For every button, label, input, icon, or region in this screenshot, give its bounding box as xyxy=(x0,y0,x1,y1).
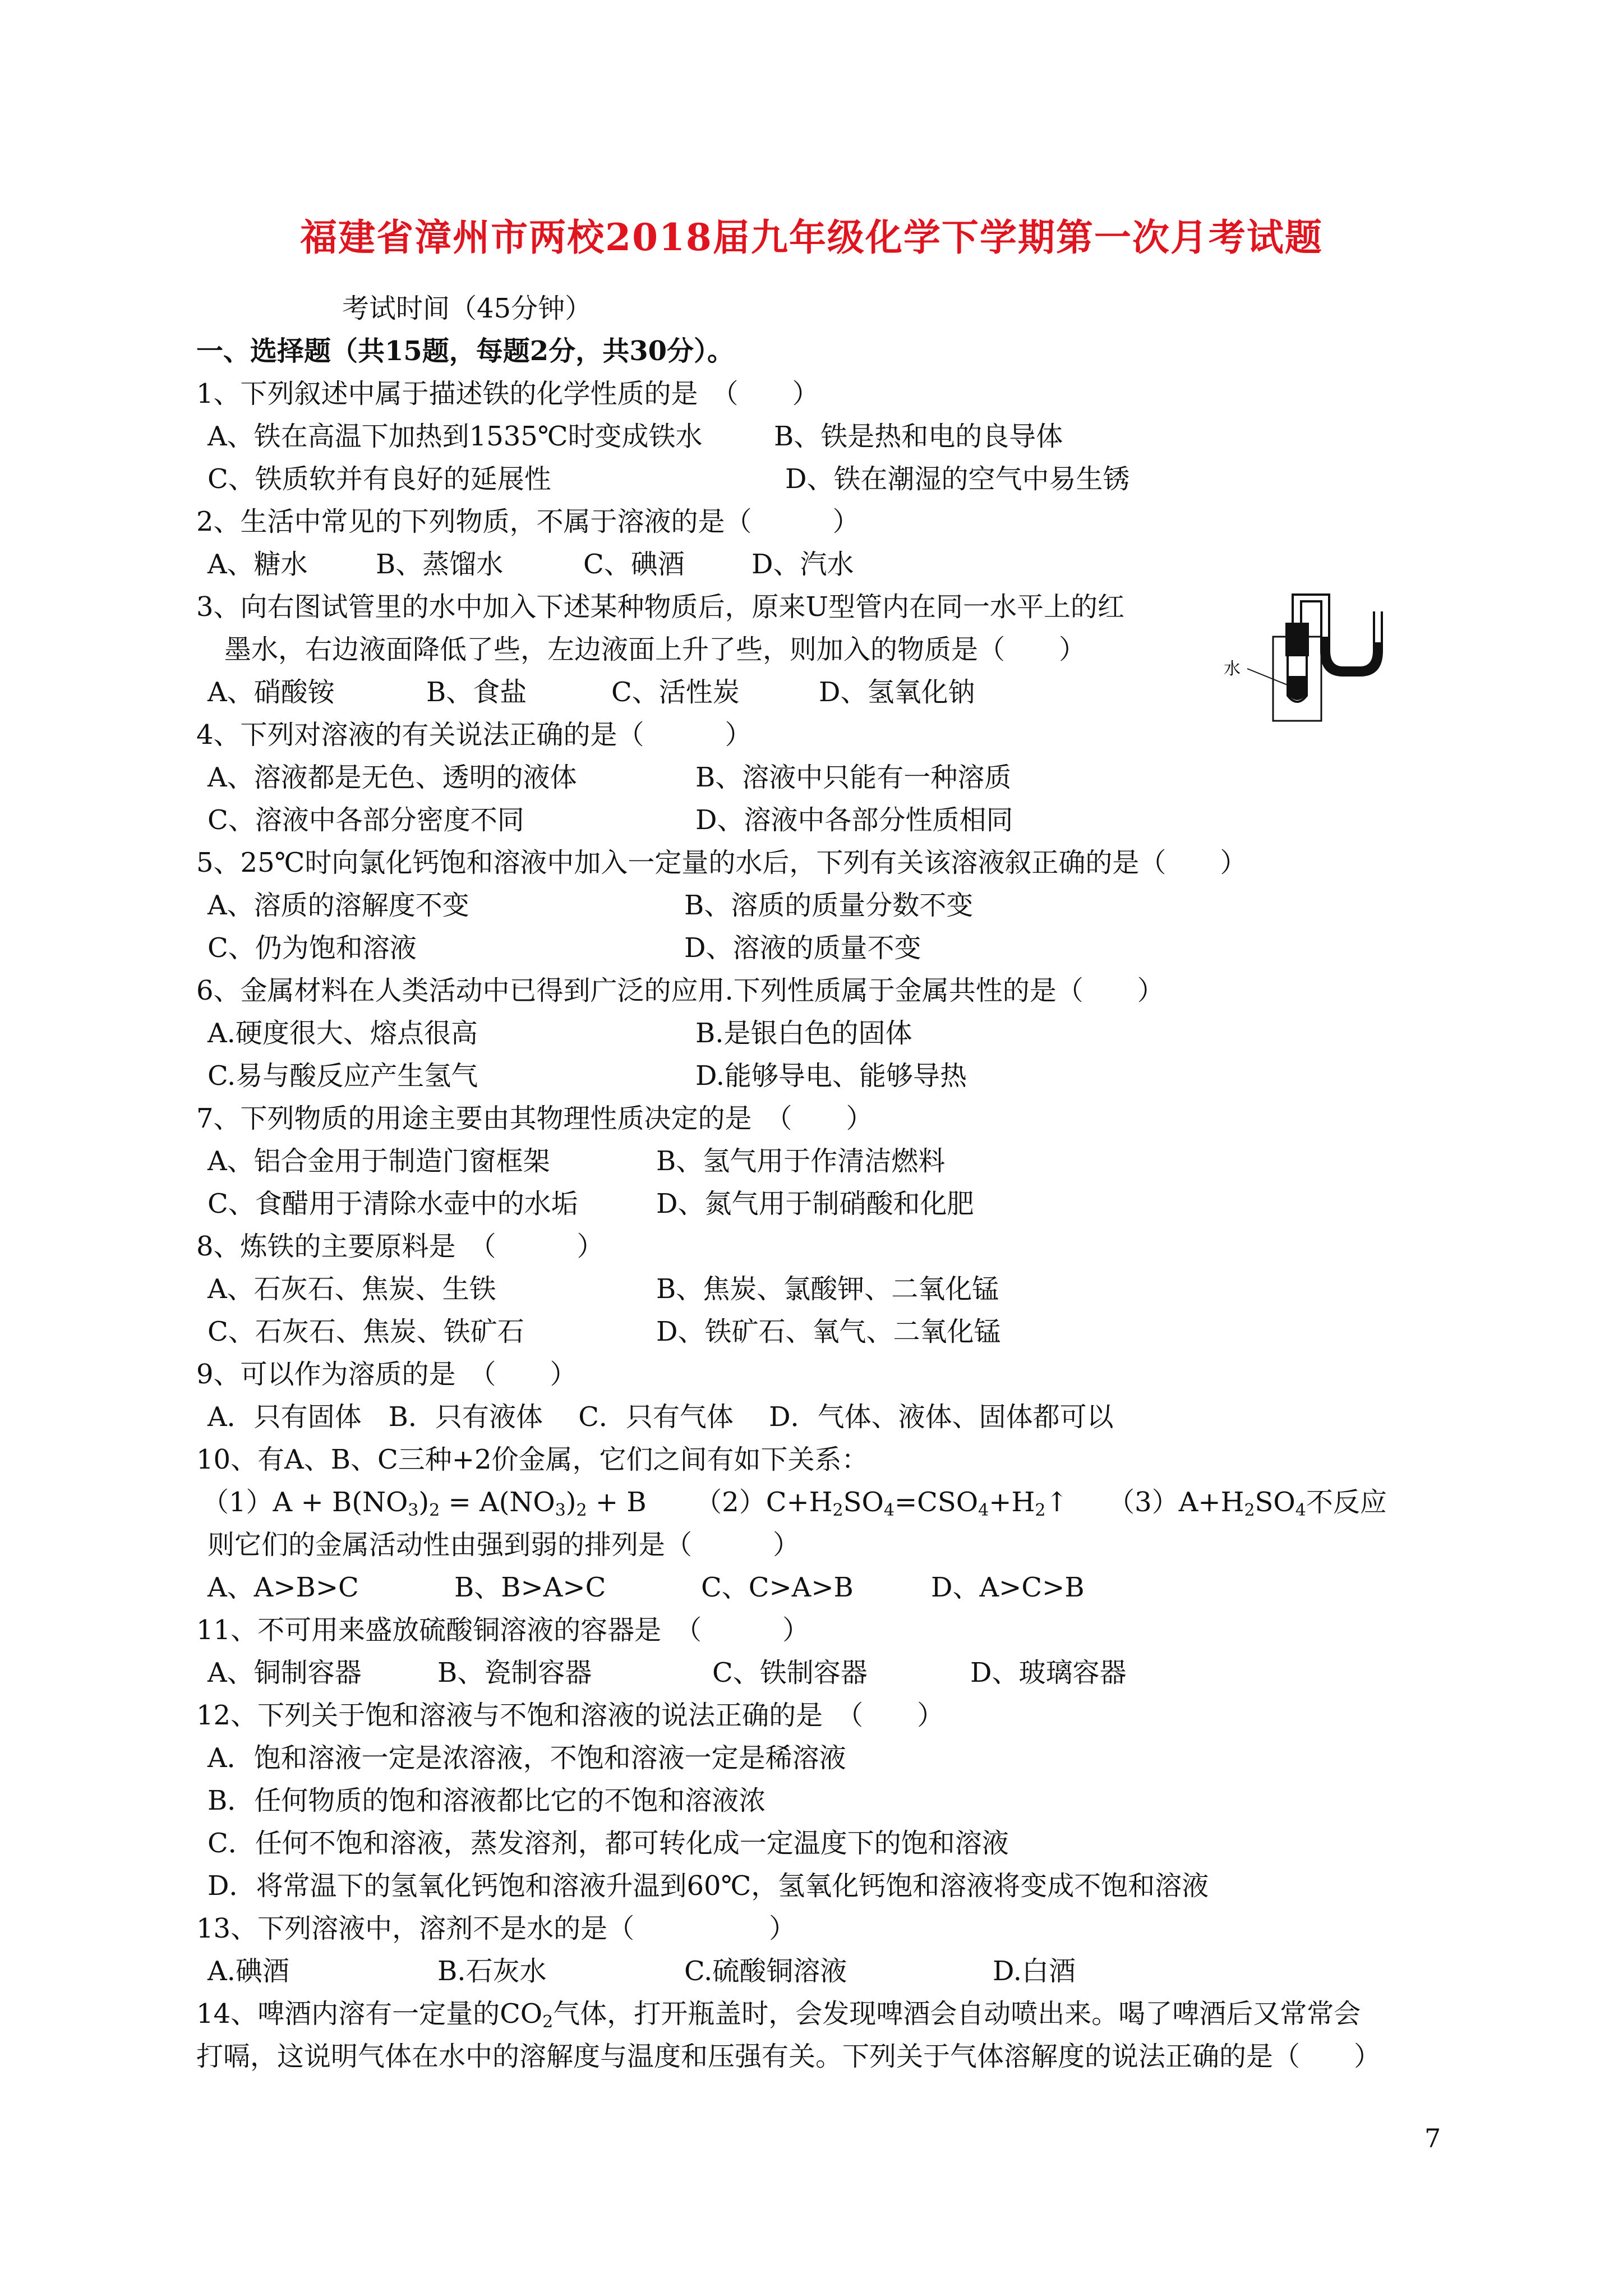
question-10-reactions xyxy=(202,1485,1387,1519)
water-pointer-line xyxy=(1247,669,1289,685)
question-10-option-c: C、C>A>B xyxy=(701,1572,854,1603)
question-3-option-b: B、食盐 xyxy=(426,677,527,708)
question-4-option-d: D、溶液中各部分性质相同 xyxy=(695,804,1013,836)
section-heading: 一、选择题（共15题，每题2分，共30分）。 xyxy=(196,335,734,367)
question-3-stem-line2: 墨水，右边液面降低了些，左边液面上升了些，则加入的物质是（ ） xyxy=(224,634,1086,665)
question-13-option-d: D.白酒 xyxy=(993,1955,1076,1987)
stopper xyxy=(1285,623,1309,656)
question-14-stem-line1: 14、啤酒内溶有一定量的$CO_2$气体，打开瓶盖时，会发现啤酒会自动喷出来。喝了啤酒后又常常会 xyxy=(196,1998,1361,2032)
question-1-option-b: B、铁是热和电的良导体 xyxy=(774,421,1063,452)
u-tube-apparatus-figure xyxy=(1223,583,1408,724)
reaction-1: $(1)A + B(NO_3)_2 = A(NO_3)_2 + B$ xyxy=(202,1487,647,1520)
question-14-stem-line2: 打嗝，这说明气体在水中的溶解度与温度和压强有关。下列关于气体溶解度的说法正确的是（ ） xyxy=(196,2041,1381,2072)
question-5-option-a: A、溶质的溶解度不变 xyxy=(208,890,469,921)
question-7-stem: 7、下列物质的用途主要由其物理性质决定的是 （ ） xyxy=(196,1103,873,1134)
question-10-stem-2: 则它们的金属活动性由强到弱的排列是（ ） xyxy=(208,1529,800,1561)
exam-time: 考试时间（45分钟） xyxy=(342,293,592,324)
question-12-option-a: A．饱和溶液一定是浓溶液，不饱和溶液一定是稀溶液 xyxy=(208,1742,846,1774)
question-8-option-d: D、铁矿石、氧气、二氧化锰 xyxy=(656,1316,1001,1347)
page-number: 7 xyxy=(1424,2123,1441,2154)
question-3-option-a: A、硝酸铵 xyxy=(208,677,335,708)
question-4-option-b: B、溶液中只能有一种溶质 xyxy=(695,762,1012,793)
question-11-option-b: B、瓷制容器 xyxy=(437,1657,592,1688)
question-6-option-b: B.是银白色的固体 xyxy=(695,1018,912,1049)
question-10-option-a: A、A>B>C xyxy=(208,1572,359,1603)
question-8-option-a: A、石灰石、焦炭、生铁 xyxy=(208,1273,496,1305)
question-6-option-a: A.硬度很大、熔点很高 xyxy=(208,1018,478,1049)
question-11-option-d: D、玻璃容器 xyxy=(970,1657,1127,1688)
question-11-stem: 11、不可用来盛放硫酸铜溶液的容器是 （ ） xyxy=(196,1614,810,1646)
question-2-stem: 2、生活中常见的下列物质，不属于溶液的是（ ） xyxy=(196,506,860,537)
water-in-test-tube xyxy=(1289,676,1306,700)
document-title: 福建省漳州市两校2018届九年级化学下学期第一次月考试题 xyxy=(300,215,1323,259)
question-5-option-b: B、溶质的质量分数不变 xyxy=(684,890,974,921)
question-1-option-d: D、铁在潮湿的空气中易生锈 xyxy=(785,463,1130,495)
question-12-option-c: C．任何不饱和溶液，蒸发溶剂，都可转化成一定温度下的饱和溶液 xyxy=(208,1828,1009,1859)
question-7-option-a: A、铝合金用于制造门窗框架 xyxy=(208,1145,550,1177)
question-13-stem: 13、下列溶液中，溶剂不是水的是（ ） xyxy=(196,1913,796,1944)
question-12-option-b: B．任何物质的饱和溶液都比它的不饱和溶液浓 xyxy=(208,1785,766,1816)
question-9-stem: 9、可以作为溶质的是 （ ） xyxy=(196,1359,577,1390)
question-2-option-c: C、碘酒 xyxy=(583,549,685,580)
question-7-option-c: C、食醋用于清除水壶中的水垢 xyxy=(208,1188,578,1220)
question-13-option-b: B.石灰水 xyxy=(437,1955,547,1987)
question-2-option-d: D、汽水 xyxy=(751,549,854,580)
question-2-option-b: B、蒸馏水 xyxy=(376,549,504,580)
question-8-stem: 8、炼铁的主要原料是 （ ） xyxy=(196,1231,604,1262)
question-13-option-c: C.硫酸铜溶液 xyxy=(684,1955,847,1987)
question-10-option-d: D、A>C>B xyxy=(931,1572,1085,1603)
question-9-options: A．只有固体 B．只有液体 C．只有气体 D．气体、液体、固体都可以 xyxy=(208,1401,1114,1433)
question-6-stem: 6、金属材料在人类活动中已得到广泛的应用.下列性质属于金属共性的是（ ） xyxy=(196,975,1164,1006)
question-10-option-b: B、B>A>C xyxy=(454,1572,606,1603)
question-1-option-c: C、铁质软并有良好的延展性 xyxy=(208,463,551,495)
question-7-option-d: D、氮气用于制硝酸和化肥 xyxy=(656,1188,974,1220)
question-1-option-a: A、铁在高温下加热到1535℃时变成铁水 xyxy=(208,421,703,452)
question-8-option-b: B、焦炭、氯酸钾、二氧化锰 xyxy=(656,1273,999,1305)
question-12-option-d: D．将常温下的氢氧化钙饱和溶液升温到60℃，氢氧化钙饱和溶液将变成不饱和溶液 xyxy=(208,1870,1209,1902)
question-3-option-d: D、氢氧化钠 xyxy=(819,677,975,708)
question-3-option-c: C、活性炭 xyxy=(611,677,740,708)
question-5-stem: 5、25℃时向氯化钙饱和溶液中加入一定量的水后，下列有关该溶液叙正确的是（ ） xyxy=(196,847,1247,878)
reaction-2: $(2)C+H_2SO_4=CSO_4+H_2↑$ xyxy=(695,1487,1068,1520)
question-11-option-c: C、铁制容器 xyxy=(712,1657,868,1688)
question-3-stem-line1: 3、向右图试管里的水中加入下述某种物质后，原来U型管内在同一水平上的红 xyxy=(196,591,1124,623)
question-6-option-c: C.易与酸反应产生氢气 xyxy=(208,1060,478,1092)
question-11-option-a: A、铜制容器 xyxy=(208,1657,362,1688)
question-7-option-b: B、氢气用于作清洁燃料 xyxy=(656,1145,946,1177)
question-2-option-a: A、糖水 xyxy=(208,549,308,580)
question-4-option-c: C、溶液中各部分密度不同 xyxy=(208,804,524,836)
water-label: 水 xyxy=(1224,659,1241,679)
question-10-stem: 10、有A、B、C三种+2价金属，它们之间有如下关系： xyxy=(196,1444,869,1475)
question-5-option-d: D、溶液的质量不变 xyxy=(684,932,921,964)
question-13-option-a: A.碘酒 xyxy=(208,1955,289,1987)
question-4-option-a: A、溶液都是无色、透明的液体 xyxy=(208,762,577,793)
question-6-option-d: D.能够导电、能够导热 xyxy=(695,1060,967,1092)
question-4-stem: 4、下列对溶液的有关说法正确的是（ ） xyxy=(196,719,752,751)
question-8-option-c: C、石灰石、焦炭、铁矿石 xyxy=(208,1316,524,1347)
reaction-3: $(3)A+H_2SO_4$不反应 xyxy=(1108,1487,1387,1520)
question-5-option-c: C、仍为饱和溶液 xyxy=(208,932,417,964)
question-1-stem: 1、下列叙述中属于描述铁的化学性质的是 （ ） xyxy=(196,378,819,409)
question-12-stem: 12、下列关于饱和溶液与不饱和溶液的说法正确的是 （ ） xyxy=(196,1700,944,1731)
